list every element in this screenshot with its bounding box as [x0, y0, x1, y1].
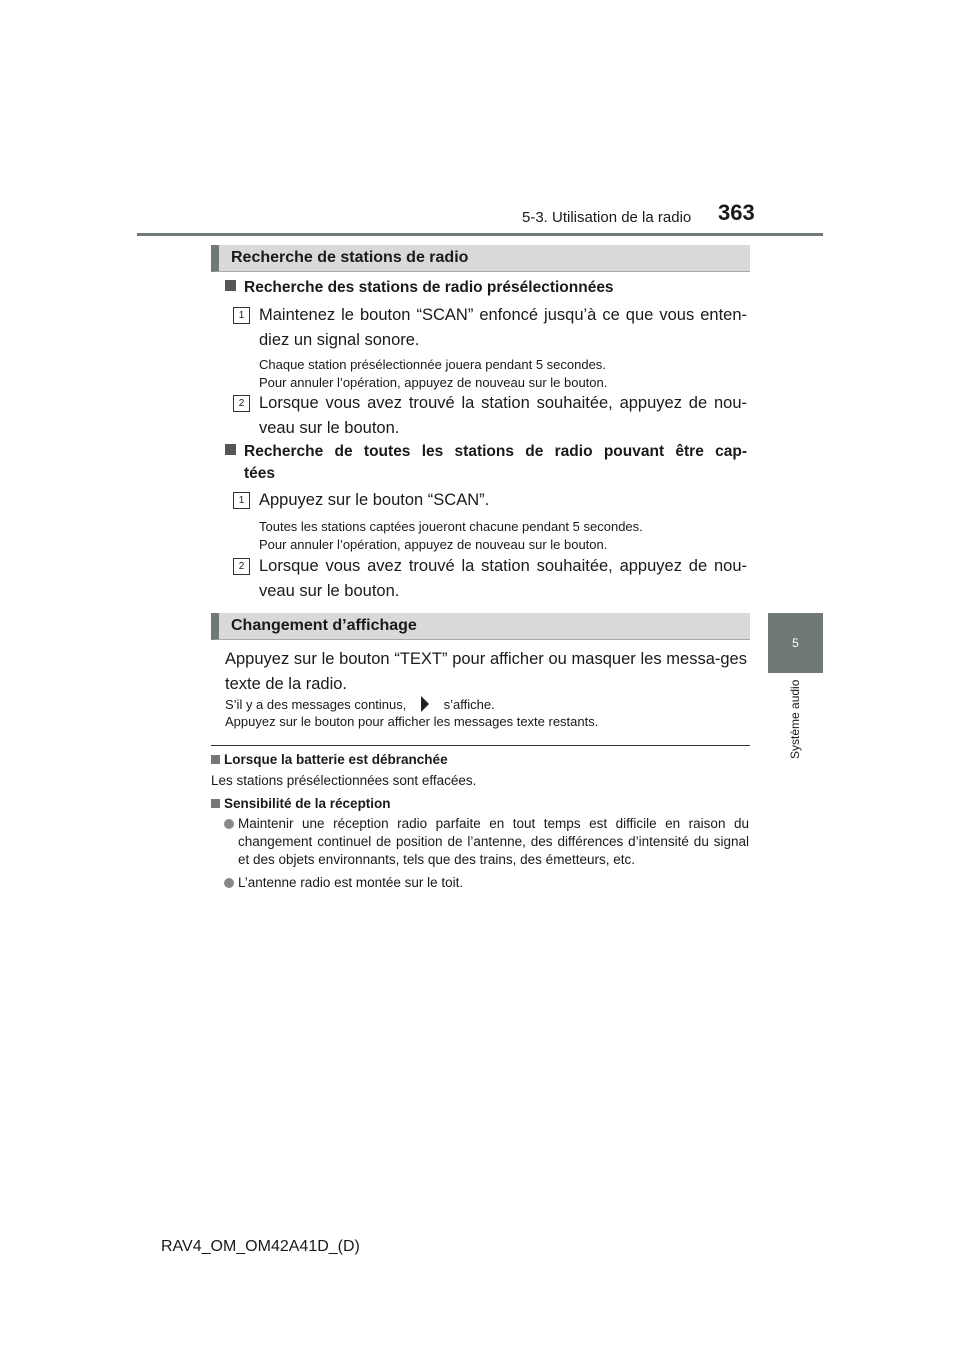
square-bullet-icon: [225, 444, 236, 455]
info-heading: [211, 752, 448, 767]
document-code: RAV4_OM_OM42A41D_(D): [161, 1238, 360, 1255]
note-text: Toutes les stations captées joueront chacune pendant 5 secondes.: [259, 519, 643, 534]
note-text: Chaque station présélectionnée jouera pendant 5 secondes.: [259, 357, 606, 372]
info-heading-label: Lorsque la batterie est débranchée: [224, 752, 448, 767]
section-heading-radio-search: [211, 245, 750, 272]
section-heading-display-change: [211, 613, 750, 640]
info-heading: [211, 796, 391, 811]
section-heading-label: Recherche de stations de radio: [231, 249, 469, 266]
paragraph-text: Appuyez sur le bouton “TEXT” pour afficher ou masquer les messa-ges texte de la radio.: [225, 650, 747, 693]
note-text: Appuyez sur le bouton pour afficher les messages texte restants.: [225, 714, 599, 729]
continue-arrow-icon: [418, 695, 432, 713]
subheading-label-line2: tées: [244, 465, 276, 482]
note-text: Pour annuler l’opération, appuyez de nouveau sur le bouton.: [259, 537, 608, 552]
page-number: 363: [718, 200, 755, 225]
chapter-title: Système audio: [788, 680, 802, 760]
round-bullet-icon: [224, 878, 234, 888]
step-text: Lorsque vous avez trouvé la station souhaitée, appuyez de nou-veau sur le bouton.: [259, 394, 747, 437]
step-text: Appuyez sur le bouton “SCAN”.: [259, 491, 490, 509]
step-text: Maintenez le bouton “SCAN” enfoncé jusqu’à ce que vous enten-diez un signal sonore.: [259, 306, 747, 349]
info-divider: [211, 745, 750, 746]
step-number-badge: 1: [233, 492, 250, 509]
info-heading-label: Sensibilité de la réception: [224, 796, 391, 811]
header-section-title: 5-3. Utilisation de la radio: [522, 209, 692, 226]
note-text-before: S’il y a des messages continus,: [225, 697, 407, 712]
subheading-label-line1: Recherche de toutes les stations de radio pouvant être cap-: [244, 443, 747, 460]
step-number-badge: 2: [233, 558, 250, 575]
section-heading-label: Changement d’affichage: [231, 617, 417, 634]
step-number-badge: 2: [233, 395, 250, 412]
header-rule: [137, 233, 823, 236]
note-text: [225, 695, 745, 713]
info-text: Les stations présélectionnées sont effacées.: [211, 773, 477, 788]
square-bullet-icon: [211, 799, 220, 808]
round-bullet-icon: [224, 819, 234, 829]
square-bullet-icon: [211, 755, 220, 764]
step-text: Lorsque vous avez trouvé la station souhaitée, appuyez de nou-veau sur le bouton.: [259, 557, 747, 600]
info-bullet-text: Maintenir une réception radio parfaite en tout temps est difficile en raison du changement continuel de position de l’antenne, des différences d’intensité du signal et des objets environnants, tels que des trains, des émetteurs, etc.: [238, 816, 749, 867]
subheading-preset-search: [225, 279, 614, 297]
step-number-badge: 1: [233, 307, 250, 324]
chapter-number: 5: [792, 636, 799, 650]
square-bullet-icon: [225, 280, 236, 291]
note-text-after: s’affiche.: [443, 697, 495, 712]
chapter-tab: [768, 613, 823, 673]
info-bullet-text: L’antenne radio est montée sur le toit.: [238, 875, 464, 890]
subheading-label: Recherche des stations de radio présélectionnées: [244, 279, 614, 296]
note-text: Pour annuler l’opération, appuyez de nouveau sur le bouton.: [259, 375, 608, 390]
